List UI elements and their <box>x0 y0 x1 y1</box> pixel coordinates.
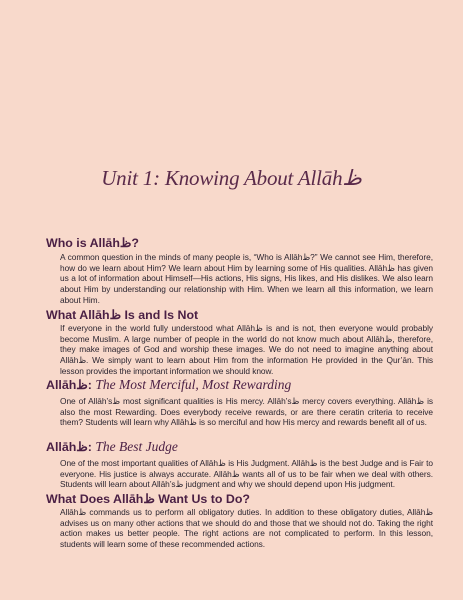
section-body-what-allah-is: If everyone in the world fully understood what Allāhظ is and is not, then everyone would probably become Muslim. A large number of people in the world do not know much about Allāhظ, therefore, they make images of God and worship these images. We do not need to imagine anything about Allāhظ. We simply want to learn about Him from the information He provided in the Qur’ān. This lesson provides the important information we should know. <box>60 323 433 376</box>
heading-main: Who is Allāhظ? <box>46 236 139 250</box>
heading-main: What Does Allāhظ Want Us to Do? <box>46 492 250 506</box>
section-body-best-judge: One of the most important qualities of Allāhظ is His Judgment. Allāhظ is the best Judge and is Fair to everyone. His justice is always accurate. Allāhظ wants all of us to be fair when we deal with others. Students will learn about Allāh’sظ judgment and why we should depend upon His judgment. <box>60 458 433 490</box>
heading-main: What Allāhظ Is and Is Not <box>46 308 199 322</box>
section-body-what-does-allah-want: Allāhظ commands us to perform all obligatory duties. In addition to these obligatory duties, Allāhظ advises us on many other actions that we should do and those that we should not do. Taking the right action makes us better people. The right actions are not complicated to perform. In this lesson, students will learn some of these recommended actions. <box>60 507 433 550</box>
section-heading-what-does-allah-want <box>46 491 250 506</box>
heading-main: Allāhظ: <box>46 440 92 454</box>
section-body-most-merciful: One of Allāh’sظ most significant qualities is His mercy. Allāh’sظ mercy covers everything. Allāhظ is also the most Rewarding. Does everybody receive rewards, or are there ceratin criteria to receive them? Students will learn why Allāhظ is so merciful and how His mercy and rewards benefit all of us. <box>60 396 434 428</box>
heading-subtitle: The Best Judge <box>95 439 178 454</box>
heading-main: Allāhظ: <box>46 378 92 392</box>
heading-subtitle: The Most Merciful, Most Rewarding <box>95 377 292 392</box>
section-heading-most-merciful <box>46 377 291 393</box>
section-heading-best-judge <box>46 439 178 455</box>
unit-title: Unit 1: Knowing About Allāhظ <box>101 166 362 190</box>
section-heading-what-allah-is <box>46 307 198 322</box>
section-body-who-is-allah: A common question in the minds of many people is, “Who is Allāhظ?” We cannot see Him, therefore, how do we learn about Him? We learn about Him by learning some of His qualities. Allāhظ has given us a lot of information about Himself—His actions, His signs, His likes, and His dislikes. We also learn about Him by understanding our relationship with Him. When we learn all this information, we learn about Him. <box>60 252 434 305</box>
section-heading-who-is-allah <box>46 235 139 250</box>
